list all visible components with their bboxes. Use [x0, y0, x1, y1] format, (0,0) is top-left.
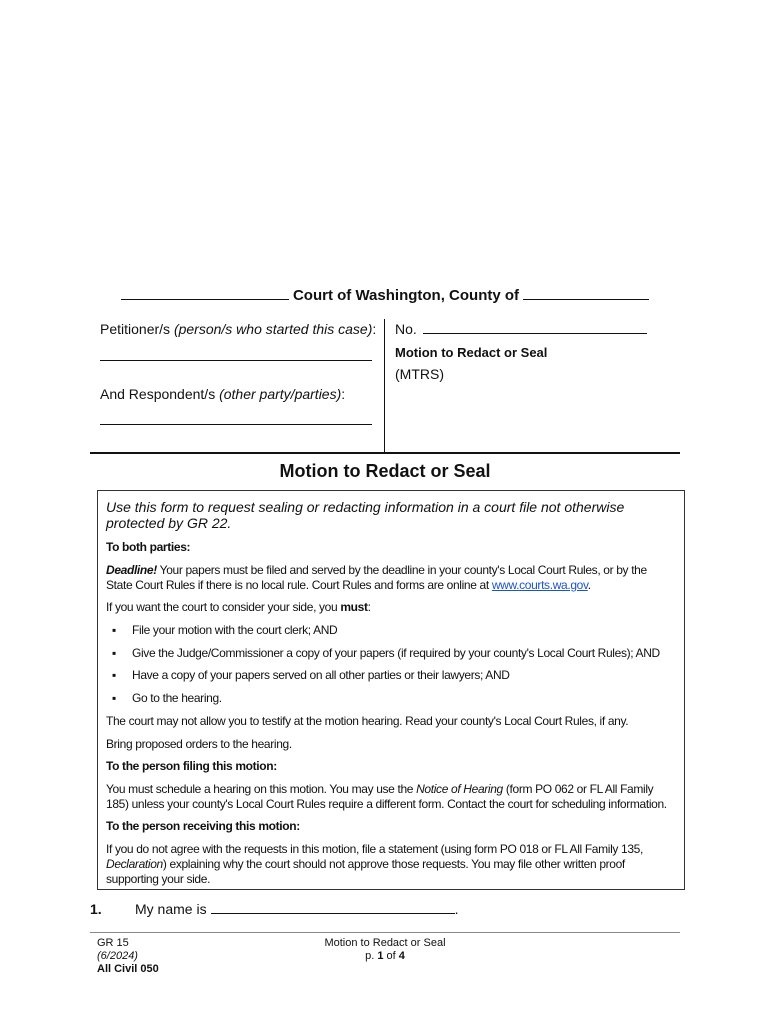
bullet-icon: ▪: [112, 646, 116, 660]
both-parties-heading: To both parties:: [106, 540, 191, 554]
bullet-text: Have a copy of your papers served on all other parties or their lawyers; AND: [132, 668, 510, 682]
courts-website-link[interactable]: www.courts.wa.gov: [491, 578, 588, 592]
filing-heading: To the person filing this motion:: [106, 759, 277, 773]
footer-page-info: [300, 937, 470, 963]
petitioner-hint: (person/s who started this case): [173, 321, 373, 337]
footer-date: (6/2024): [97, 950, 138, 962]
page-prefix: p.: [365, 950, 378, 962]
page-of: of: [383, 950, 399, 962]
case-number-row: [395, 321, 647, 337]
deadline-line-1: [106, 563, 647, 577]
page-total: 4: [398, 950, 405, 962]
item-1: [90, 901, 690, 917]
bullet-item: [112, 691, 222, 706]
footer-civil-id: All Civil 050: [97, 963, 159, 975]
respondent-hint: (other party/parties): [219, 386, 342, 402]
bullet-icon: ▪: [112, 668, 116, 682]
form-title: Motion to Redact or Seal: [279, 461, 491, 481]
bullet-icon: ▪: [112, 623, 116, 637]
receiving-heading: To the person receiving this motion:: [106, 819, 300, 833]
court-heading-text: Court of Washington, County of: [292, 287, 520, 304]
receiving-paragraph: [106, 842, 684, 887]
my-name-field[interactable]: [211, 901, 455, 914]
item-number: 1.: [90, 901, 102, 917]
must-end: :: [367, 600, 371, 614]
filing-text-1a: You must schedule a hearing on this motion. You may use the: [106, 782, 417, 796]
footer-form-id: GR 15: [97, 937, 129, 949]
bullet-text: File your motion with the court clerk; AND: [132, 623, 338, 637]
deadline-label: Deadline!: [106, 563, 157, 577]
must-lead: If you want the court to consider your side, you: [106, 600, 341, 614]
court-heading: [0, 287, 770, 304]
filing-paragraph: [106, 782, 684, 812]
receiving-text-1: If you do not agree with the requests in this motion, file a statement (using form PO 018 or FL All Family 135,: [106, 842, 643, 856]
filing-text-1b: (form PO 062 or FL All Family: [502, 782, 654, 796]
caption-rule: [90, 452, 680, 454]
bullet-item: [112, 623, 337, 638]
instructions-intro: Use this form to request sealing or redacting information in a court file not otherwise protected by GR 22.: [106, 499, 625, 531]
case-number-blank[interactable]: [423, 322, 647, 334]
petitioner-label: Petitioner/s: [100, 321, 171, 337]
bullet-text: Give the Judge/Commissioner a copy of your papers (if required by your county's Local Court Rules); AND: [132, 646, 660, 660]
footer-title: Motion to Redact or Seal: [324, 937, 446, 949]
receiving-text-3: supporting your side.: [106, 872, 211, 886]
bullet-item: [112, 646, 660, 661]
court-name-blank[interactable]: [121, 288, 289, 300]
bullet-item: [112, 668, 510, 683]
notice-of-hearing: Notice of Hearing: [416, 782, 503, 796]
receiving-text-2: ) explaining why the court should not approve those requests. You may file other written proof: [162, 857, 625, 871]
caption-doc-title: Motion to Redact or Seal: [395, 345, 548, 360]
bullet-text: Go to the hearing.: [132, 691, 222, 705]
petitioner-label-line: Petitioner/s (person/s who started this case):: [100, 321, 377, 337]
caption-divider: [384, 319, 385, 453]
respondent-label-line: And Respondent/s (other party/parties):: [100, 386, 346, 402]
declaration-term: Declaration: [106, 857, 163, 871]
testify-note: The court may not allow you to testify at the motion hearing. Read your county's Local Court Rules, if any.: [106, 714, 629, 728]
must-paragraph: [106, 600, 684, 615]
instructions-box: [97, 490, 685, 890]
item-text: My name is: [135, 901, 207, 917]
footer-rule: [90, 932, 680, 933]
respondent-label: And Respondent/s: [100, 386, 216, 402]
footer-page: [300, 950, 470, 963]
case-number-label: No.: [395, 321, 417, 337]
must-word: must: [340, 600, 368, 614]
filing-text-2: 185) unless your county's Local Court Rules require a different form. Contact the court for scheduling information.: [106, 797, 667, 811]
deadline-text-2: State Court Rules if there is no local rule. Court Rules and forms are online at: [106, 578, 492, 592]
deadline-paragraph: [106, 563, 684, 593]
orders-note: Bring proposed orders to the hearing.: [106, 737, 292, 751]
bullet-icon: ▪: [112, 691, 116, 705]
respondent-name-line[interactable]: [100, 424, 372, 425]
footer-form-info: [97, 937, 159, 976]
item-end: .: [454, 901, 459, 917]
page-number: 1: [377, 950, 384, 962]
deadline-text-1: Your papers must be filed and served by the deadline in your county's Local Court Rules, or by the: [156, 563, 647, 577]
deadline-text-3: .: [587, 578, 591, 592]
caption-doc-code: (MTRS): [395, 366, 444, 382]
petitioner-name-line[interactable]: [100, 360, 372, 361]
county-blank[interactable]: [523, 288, 649, 300]
